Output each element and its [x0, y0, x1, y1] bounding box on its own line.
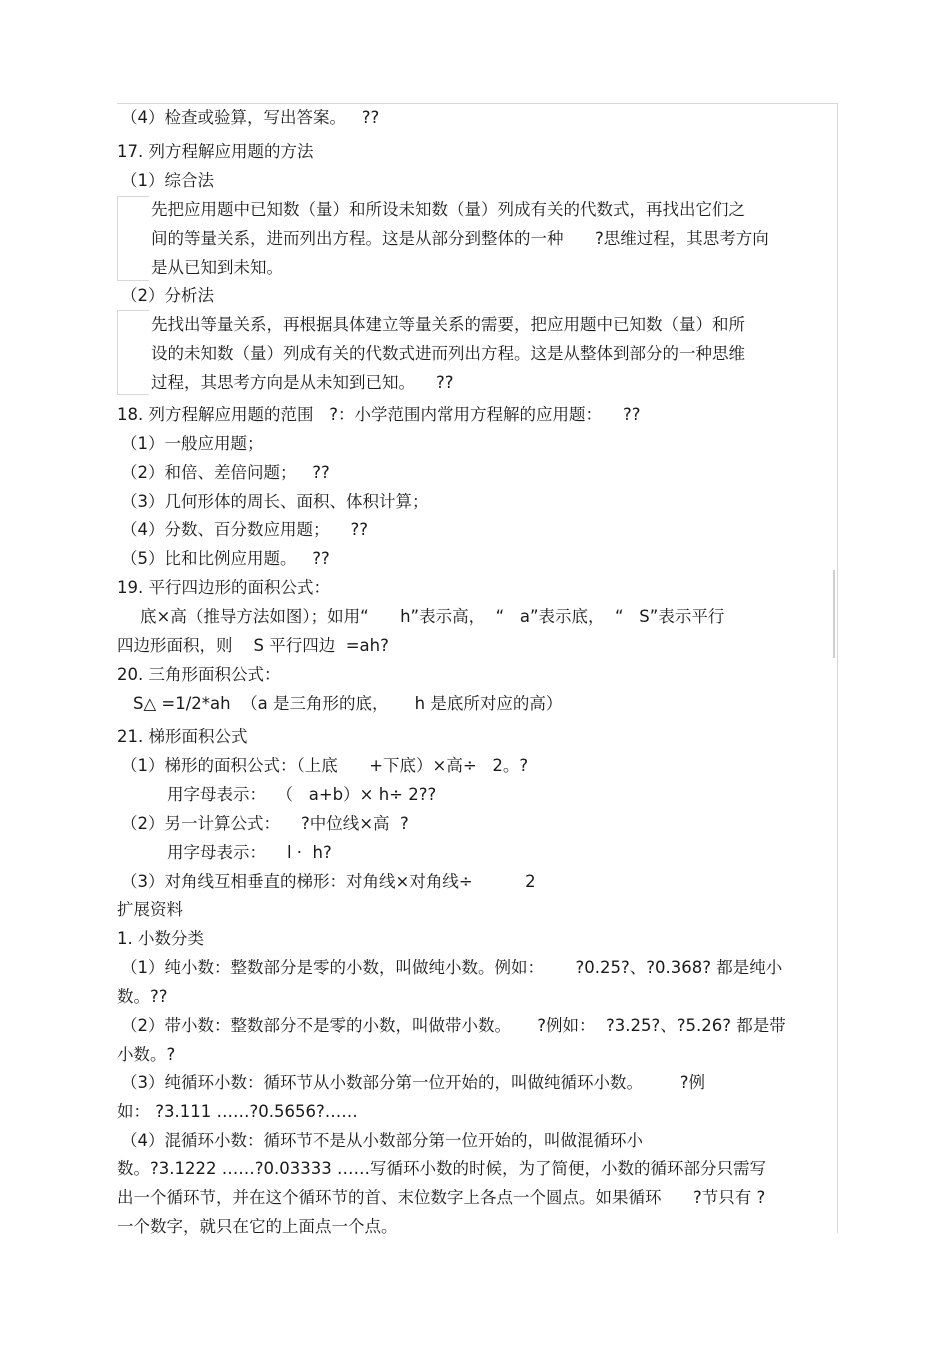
text-line: （3）几何形体的周长、面积、体积计算； [121, 492, 429, 511]
text-line: 用字母表示： （ a+b）× h÷ 2?? [167, 785, 437, 804]
heading-20: 20. 三角形面积公式： [117, 665, 281, 684]
text-line: （4）混循环小数：循环节不是从小数部分第一位开始的，叫做混循环小 [121, 1131, 643, 1150]
cell-border-2 [117, 310, 118, 394]
text-line: （2）另一计算公式： ?中位线×高 ? [121, 814, 409, 833]
text-line: （5）比和比例应用题。 ?? [121, 549, 330, 568]
text-line: （2）和倍、差倍问题； ?? [121, 463, 330, 482]
text-line: （4）分数、百分数应用题； ?? [121, 520, 368, 539]
text-line: （1）梯形的面积公式：（上底 +下底）×高÷ 2。? [121, 756, 529, 775]
heading-19: 19. 平行四边形的面积公式： [117, 578, 330, 597]
text-line: 先把应用题中已知数（量）和所设未知数（量）列成有关的代数式，再找出它们之 [151, 200, 745, 219]
text-line: （1）综合法 [121, 171, 214, 190]
cell-border-1-bottom [117, 280, 149, 281]
text-line: 是从已知到未知。 [151, 258, 283, 277]
text-line: （3）纯循环小数：循环节从小数部分第一位开始的，叫做纯循环小数。 ?例 [121, 1073, 705, 1092]
text-line: 用字母表示： l · h? [167, 843, 332, 862]
text-line: （2）带小数：整数部分不是零的小数，叫做带小数。 ?例如： ?3.25?、?5.26? 都是带 [121, 1016, 786, 1035]
right-border-tab [833, 570, 835, 658]
section-heading: 扩展资料 [117, 900, 183, 919]
cell-border-1 [117, 196, 118, 280]
text-line: 如： ?3.111 ……?0.5656?…… [117, 1102, 358, 1121]
text-line: 出一个循环节，并在这个循环节的首、末位数字上各点一个圆点。如果循环 ?节只有 ? [117, 1188, 766, 1207]
text-line: 间的等量关系，进而列出方程。这是从部分到整体的一种 ?思维过程，其思考方向 [151, 229, 769, 248]
text-line: 先找出等量关系，再根据具体建立等量关系的需要，把应用题中已知数（量）和所 [151, 315, 745, 334]
text-line: （2）分析法 [121, 286, 214, 305]
text-line: 设的未知数（量）列成有关的代数式进而列出方程。这是从整体到部分的一种思维 [151, 344, 745, 363]
text-line: （3）对角线互相垂直的梯形：对角线×对角线÷ 2 [121, 872, 536, 891]
text-line: 数。?? [117, 987, 168, 1006]
heading-1: 1. 小数分类 [117, 929, 204, 948]
right-border [837, 103, 838, 1233]
text-line: （4）检查或验算，写出答案。 ?? [121, 108, 380, 127]
text-line: 小数。? [117, 1045, 176, 1064]
cell-border-1-top [117, 196, 149, 197]
cell-border-2-bottom [117, 394, 149, 395]
heading-21: 21. 梯形面积公式 [117, 727, 248, 746]
cell-border-2-top [117, 310, 149, 311]
text-line: 一个数字，就只在它的上面点一个点。 [117, 1217, 398, 1236]
text-line: 过程，其思考方向是从未知到已知。 ?? [151, 373, 454, 392]
text-line: （1）纯小数：整数部分是零的小数，叫做纯小数。例如： ?0.25?、?0.368? 都是纯小 [121, 958, 783, 977]
text-line: 底×高（推导方法如图）；如用“ h”表示高， “ a”表示底， “ S”表示平行 [140, 607, 725, 626]
text-line: 数。?3.1222 ……?0.03333 ……写循环小数的时候，为了简便，小数的循环部分只需写 [117, 1159, 766, 1178]
text-line: 四边形面积，则 S 平行四边 =ah? [117, 636, 389, 655]
text-line: （1）一般应用题； [121, 434, 264, 453]
heading-18: 18. 列方程解应用题的范围 ?：小学范围内常用方程解的应用题： ?? [117, 405, 641, 424]
text-line: S△ =1/2*ah （a 是三角形的底， h 是底所对应的高） [133, 694, 563, 713]
top-rule [117, 103, 837, 104]
heading-17: 17. 列方程解应用题的方法 [117, 142, 314, 161]
